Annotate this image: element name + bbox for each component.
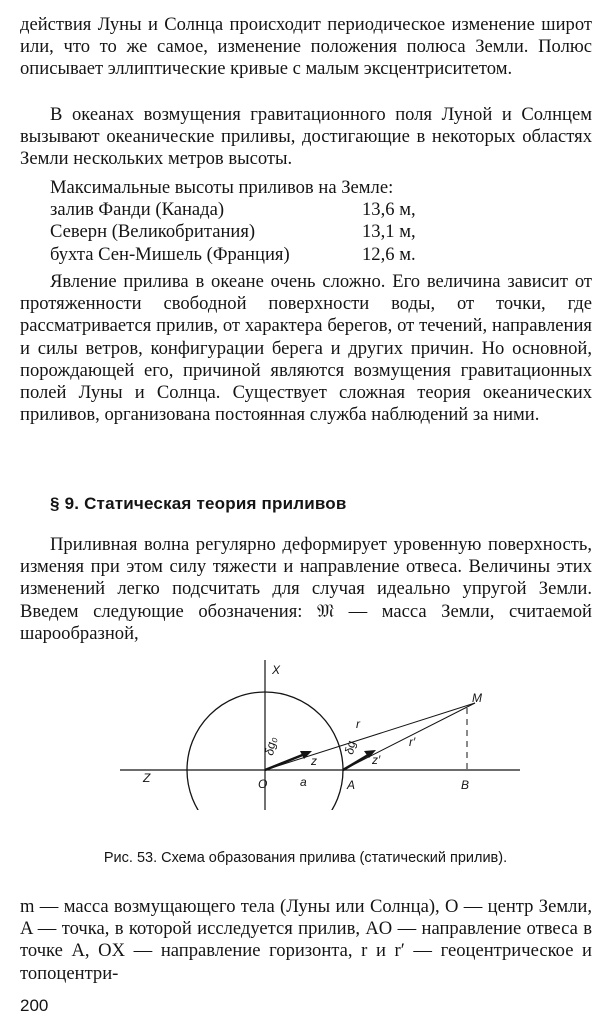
label-a-point: A bbox=[347, 778, 356, 792]
tide-place: залив Фанди (Канада) bbox=[50, 199, 225, 221]
label-z-left: Z bbox=[143, 771, 151, 785]
tide-place: Северн (Великобритания) bbox=[50, 221, 256, 243]
section-heading: § 9. Статическая теория приливов bbox=[50, 494, 347, 513]
tide-value: 12,6 м. bbox=[362, 243, 416, 265]
table-row bbox=[50, 199, 416, 221]
paragraph-text: Приливная волна регулярно деформирует уровенную поверхность, изменяя при этом силу тяжести и направление отвеса. Величины этих изменений легко подсчитать для случая идеально упругой Земли. Введем следующие обозначения: 𝔐 — масса Земли, считаемой шарообразной, bbox=[20, 534, 592, 644]
label-dg: δg bbox=[342, 739, 359, 756]
label-r: r bbox=[356, 717, 360, 731]
paragraph-text: m — масса возмущающего тела (Луны или Солнца), O — центр Земли, A — точка, в которой исследуется прилив, AO — направление отвеса в точке A, OX — направление горизонта, r и r′ — геоцентрическое и топоцентри- bbox=[20, 896, 592, 984]
paragraph-text: В океанах возмущения гравитационного поля Луной и Солнцем вызывают океанические приливы, достигающие в некоторых областях Земли нескольких метров высоты. bbox=[20, 104, 592, 170]
tide-value: 13,6 м, bbox=[362, 199, 416, 221]
figure-caption: Рис. 53. Схема образования прилива (статический прилив). bbox=[103, 850, 508, 866]
paragraph-polar-motion bbox=[20, 14, 592, 81]
paragraph-ocean-tides bbox=[20, 104, 592, 171]
label-b: B bbox=[461, 778, 470, 792]
page-number: 200 bbox=[20, 996, 49, 1015]
tide-value: 13,1 м, bbox=[362, 221, 416, 243]
line-r bbox=[265, 703, 475, 770]
paragraph-tidal-wave bbox=[20, 534, 592, 645]
paragraph-text: действия Луны и Солнца происходит периодическое изменение широт или, что то же самое, изменение положения полюса Земли. Полюс описывает эллиптические кривые с малым эксцентриситетом. bbox=[20, 14, 592, 80]
tide-place: бухта Сен-Мишель (Франция) bbox=[50, 243, 290, 265]
label-x: X bbox=[272, 663, 281, 677]
label-a: a bbox=[300, 775, 307, 789]
label-r-prime: r′ bbox=[409, 735, 416, 749]
label-m: M bbox=[472, 691, 482, 705]
label-z: z bbox=[311, 754, 317, 768]
paragraph-notation bbox=[20, 896, 592, 985]
table-row bbox=[50, 221, 416, 243]
label-z-prime: z′ bbox=[372, 753, 381, 767]
paragraph-tide-complexity bbox=[20, 271, 592, 426]
label-dg0: δg₀ bbox=[262, 735, 280, 757]
paragraph-text: Явление прилива в океане очень сложно. Его величина зависит от протяженности свободной поверхности воды, от точки, где рассматривается прилив, от характера берегов, от течений, направления и силы ветров, конфигурации берега и других причин. Но основной, порождающей его, причиной являются возмущения гравитационных полей Луны и Солнца. Существует сложная теория океанических приливов, организована постоянная служба наблюдений за ними. bbox=[20, 271, 592, 426]
tide-diagram bbox=[120, 650, 520, 810]
table-heading: Максимальные высоты приливов на Земле: bbox=[50, 177, 394, 198]
table-row bbox=[50, 244, 416, 266]
label-o: O bbox=[258, 777, 268, 791]
max-tides-table bbox=[50, 177, 416, 266]
